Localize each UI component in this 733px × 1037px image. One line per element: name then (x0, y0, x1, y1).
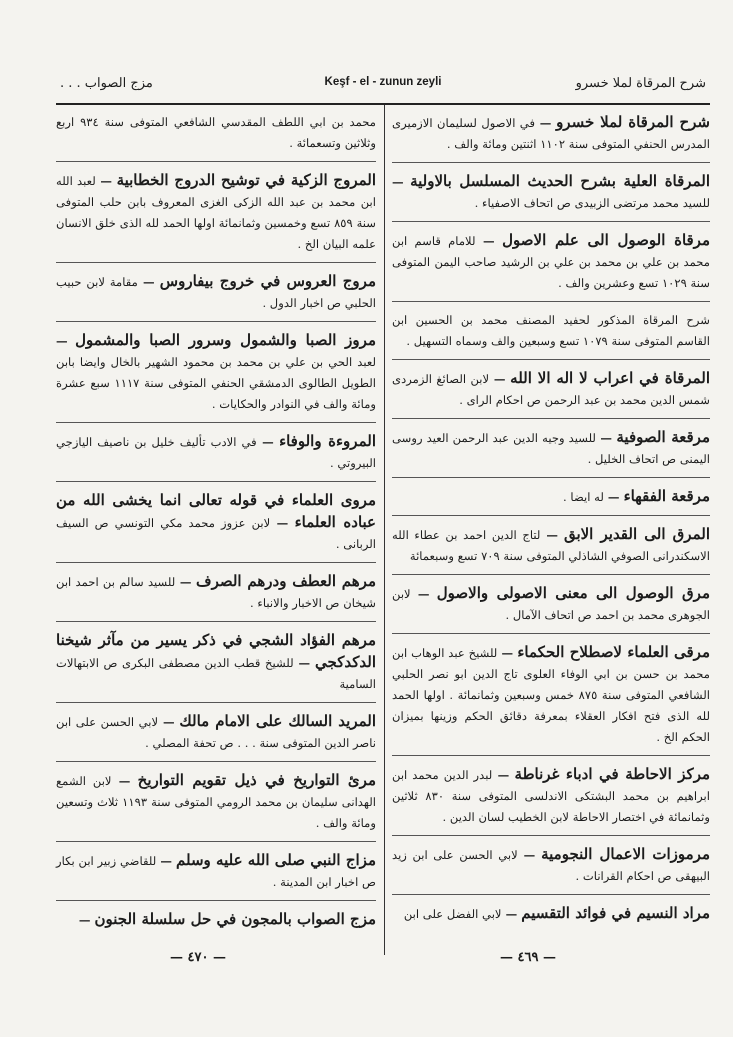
entry-dash: — (595, 431, 617, 445)
entry-title: مزاج النبي صلى الله عليه وسلم (176, 851, 376, 869)
entry-divider (56, 761, 376, 762)
entry-body: لابن الشمع الهدانى سليمان بن محمد الرومي المتوفى سنة ١١٩٣ ثلاث وتسعين ومائة والف . (56, 774, 376, 830)
entry-divider (392, 359, 710, 360)
entry-title: مروى العلماء في قوله تعالى انما يخشى الله من عباده العلماء (56, 491, 377, 531)
entry-body: مقامة لابن حبيب الحلبي ص اخبار الدول . (56, 275, 376, 310)
entry-body: لابي الفضل على ابن (403, 907, 502, 921)
entry-body: للسيد سالم بن احمد ابن شيخان ص الاخبار والانباء . (56, 575, 376, 610)
page-number-left: — ٤٧٠ — (170, 950, 227, 965)
entry-divider (392, 574, 710, 575)
entry-body: للشيخ عبد الوهاب ابن محمد بن حسن بن ابي الوفاء العلوى تاج الدين ابو نصر الحلبي الشافعي المتوفى سنة ٨٧٥ خمس وسبعين وثمانمائة . اولها الحمد لله الذى فتح افكار العقلاء بمعرفة دقائق الحكم وزينها بميزان الحكم الخ . (392, 646, 710, 744)
bibliography-entry (56, 271, 376, 314)
entry-title: مرئ التواريخ في ذيل تقويم التواريخ (137, 771, 376, 789)
page-header (56, 70, 710, 104)
entry-title: مرقعة الصوفية (616, 428, 710, 446)
entry-dash: — (410, 587, 437, 601)
entry-body: لابن الصائغ الزمردى شمس الدين محمد بن عبد الرحمن ص احكام الراى . (392, 372, 710, 407)
bibliography-entry (392, 524, 710, 567)
bibliography-entry (392, 310, 710, 352)
right-column (392, 112, 710, 942)
entry-body: لبدر الدين محمد ابن ابراهيم بن محمد البشتكى الاندلسى المتوفى سنة ٨٣٠ ثلاثين وثمانمائة في اختصار الاحاطة لابن الخطيب لسان الدين . (392, 768, 710, 824)
book-title: Keşf - el - zunun zeyli (324, 76, 442, 88)
bibliography-entry (56, 112, 376, 154)
page-number-right: — ٤٦٩ — (500, 950, 557, 965)
bibliography-entry (392, 844, 710, 887)
entry-dash: — (111, 774, 138, 788)
left-column (56, 112, 376, 942)
bibliography-entry (392, 427, 710, 470)
bibliography-entry (56, 909, 376, 931)
entry-body: لابي الحسن على ابن ناصر الدين المتوفى سنة . . . ص تحفة المصلي . (56, 715, 376, 750)
entry-title: مزج الصواب بالمجون في حل سلسلة الجنون (94, 910, 376, 928)
entry-divider (392, 894, 710, 895)
bibliography-entry (392, 112, 710, 155)
entry-title: مرهم العطف ودرهم الصرف (196, 572, 376, 590)
entry-title: المريد السالك على الامام مالك (179, 712, 377, 730)
entry-dash: — (517, 848, 542, 862)
entry-divider (392, 477, 710, 478)
entry-dash: — (256, 435, 280, 449)
entry-divider (392, 835, 710, 836)
entry-body: للقاضي زبير ابن بكار ص اخبار ابن المدينة . (56, 854, 376, 889)
entry-body: للسيد محمد مرتضى الزبيدى ص اتحاف الاصفياء . (474, 196, 710, 210)
entry-dash: — (501, 907, 522, 921)
entry-title: المروءة والوفاء (279, 432, 376, 450)
entry-title: مراد النسيم في فوائد التقسيم (521, 904, 710, 922)
bibliography-entry (392, 230, 710, 294)
entry-title: المرق الى القدير الابق (563, 525, 710, 543)
entry-body: للشيخ قطب الدين مصطفى البكرى ص الابتهالات السامية (56, 656, 376, 691)
entry-dash: — (489, 372, 511, 386)
header-rule (56, 103, 710, 105)
bibliography-entry (56, 330, 376, 415)
bibliography-entry (56, 711, 376, 754)
entry-title: مرق الوصول الى معنى الاصولى والاصول (436, 584, 710, 602)
entry-title: شرح المرقاة لملا خسرو (556, 113, 710, 131)
entry-divider (56, 481, 376, 482)
entry-title: مرموزات الاعمال النجومية (541, 845, 710, 863)
entry-title: مروج العروس في خروج بيفاروس (159, 272, 376, 290)
entry-dash: — (158, 715, 180, 729)
entry-dash: — (540, 528, 564, 542)
entry-dash: — (293, 656, 316, 670)
entry-body: للامام قاسم ابن محمد بن علي بن محمد بن علي بن الرشيد صاحب اليمن المتوفى سنة ١٠٢٩ تسع وعشرين والف . (392, 234, 710, 290)
bibliography-entry (392, 642, 710, 748)
entry-body: محمد بن ابي اللطف المقدسي الشافعي المتوفى سنة ٩٣٤ اربع وثلاثين وتسعمائة . (56, 115, 376, 150)
entry-body: لعبد الحي بن علي بن محمد بن محمود الشهير بالخال وايضا بابن الطويل الطالوى الدمشقي الحنفي المتوفى سنة ١١١٧ سبع عشرة ومائة والف في النوادر والحكايات . (56, 355, 376, 411)
entry-divider (56, 422, 376, 423)
entry-dash: — (78, 913, 95, 927)
entry-title: مرقعة الفقهاء (623, 487, 710, 505)
entry-dash: — (392, 175, 411, 189)
entry-body: لابي الحسن على ابن زيد البيهقى ص احكام القرانات . (392, 848, 710, 883)
entry-divider (392, 633, 710, 634)
entry-title: مرهم الفؤاد الشجي في ذكر يسير من مآثر شيخنا الدكدكجي (56, 631, 376, 671)
bibliography-entry (392, 583, 710, 626)
entry-dash: — (156, 854, 176, 868)
entry-dash: — (137, 275, 160, 289)
entry-dash: — (95, 174, 117, 188)
entry-divider (56, 262, 376, 263)
entry-divider (56, 702, 376, 703)
entry-divider (56, 161, 376, 162)
entry-divider (392, 301, 710, 302)
entry-title: المرقاة العلية بشرح الحديث المسلسل بالاولية (410, 172, 710, 190)
entry-title: المرقاة في اعراب لا اله الا الله (510, 369, 710, 387)
bibliography-entry (392, 903, 710, 925)
entry-title: مركز الاحاطة في ادباء غرناطة (514, 765, 711, 783)
entry-body: في الاصول لسليمان الازميرى المدرس الحنفي المتوفى سنة ١١٠٢ اثنتين ومائة والف . (392, 116, 710, 151)
bibliography-entry (56, 431, 376, 474)
entry-dash: — (492, 768, 515, 782)
bibliography-entry (392, 171, 710, 214)
entry-divider (392, 755, 710, 756)
entry-body: لابن الجوهرى محمد بن احمد ص اتحاف الآمال . (392, 587, 710, 622)
left-running-head: مزج الصواب . . . (60, 76, 153, 91)
bibliography-entry (392, 764, 710, 828)
entry-title: مروز الصبا والشمول وسرور الصبا والمشمول (75, 331, 376, 349)
entry-body: لتاج الدين احمد بن عطاء الله الاسكندرانى الصوفي الشاذلي المتوفى سنة ٧٠٩ تسع وسبعمائة (392, 528, 710, 563)
bibliography-entry (56, 770, 376, 834)
entry-divider (56, 841, 376, 842)
entry-divider (56, 900, 376, 901)
entry-divider (392, 162, 710, 163)
entry-divider (392, 418, 710, 419)
entry-divider (56, 321, 376, 322)
entry-dash: — (175, 575, 197, 589)
entry-title: المروج الزكية في توشيح الدروج الخطابية (116, 171, 377, 189)
entry-divider (392, 515, 710, 516)
bibliography-entry (56, 630, 376, 695)
entry-dash: — (603, 490, 624, 504)
bibliography-entry (392, 368, 710, 411)
entry-body: لابن عزوز محمد مكي التونسي ص السيف الربانى . (56, 516, 376, 551)
bibliography-entry (56, 490, 376, 555)
entry-title: مرقى العلماء لاصطلاح الحكماء (517, 643, 710, 661)
column-divider (384, 105, 385, 955)
entry-body: للسيد وجيه الدين عبد الرحمن العيد روسى اليمنى ص اتحاف الخليل . (392, 431, 710, 466)
entry-divider (56, 621, 376, 622)
bibliography-entry (56, 850, 376, 893)
entry-title: مرقاة الوصول الى علم الاصول (502, 231, 710, 249)
entry-dash: — (475, 234, 503, 248)
entry-body: شرح المرقاة المذكور لحفيد المصنف محمد بن الحسين ابن القاسم المتوفى سنة ١٠٧٩ تسع وسبعين والف وسماه التسهيل . (392, 313, 710, 348)
entry-divider (56, 562, 376, 563)
entry-dash: — (270, 516, 295, 530)
entry-body: في الادب تأليف خليل بن ناصيف اليازجي البيروتي . (56, 435, 376, 470)
entry-dash: — (535, 116, 557, 130)
bibliography-entry (392, 486, 710, 508)
entry-divider (392, 221, 710, 222)
entry-dash: — (497, 646, 518, 660)
entry-body: لعبد الله ابن محمد بن عبد الله الزكى الغزى المعروف بابن حلب المتوفى سنة ٨٥٩ تسع وخمسين وثمانمائة اولها الحمد لله الذى خلق الانسان علمه البيان الخ . (56, 174, 376, 251)
right-running-head: شرح المرقاة لملا خسرو (575, 76, 706, 91)
entry-body: له ايضا . (563, 490, 604, 504)
bibliography-entry (56, 170, 376, 255)
entry-dash: — (56, 334, 76, 348)
bibliography-entry (56, 571, 376, 614)
